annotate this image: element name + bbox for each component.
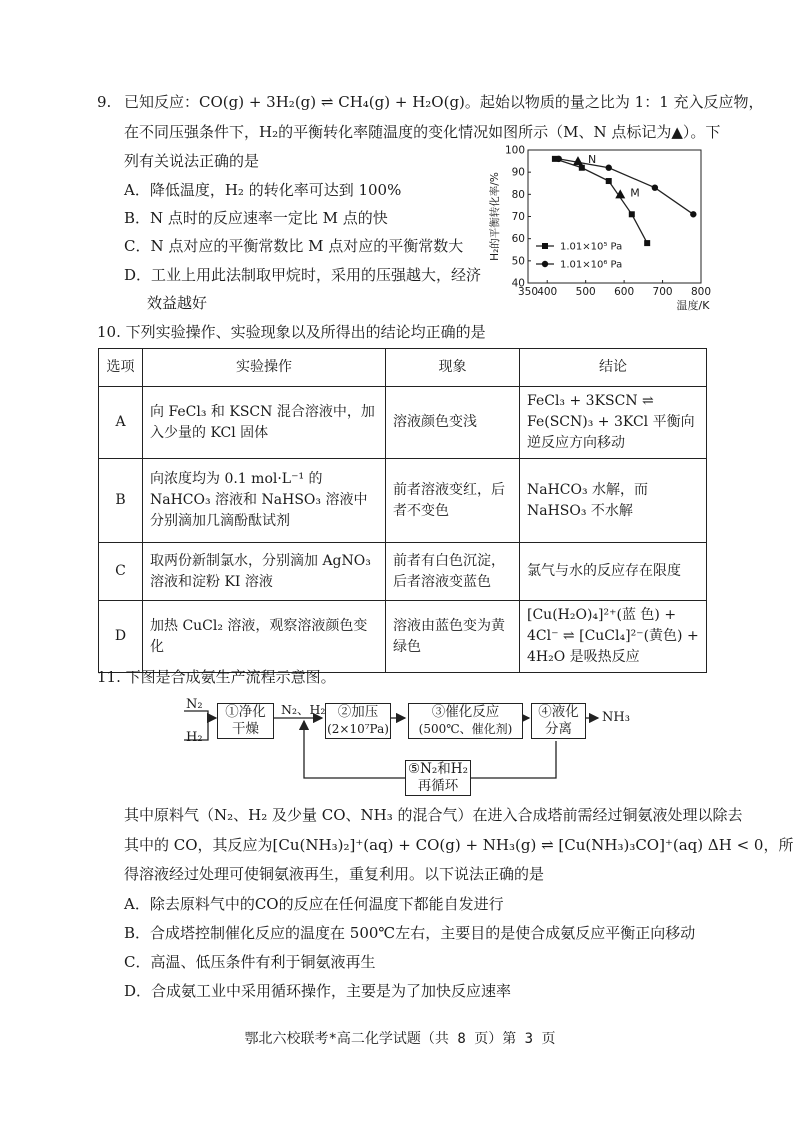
flow-step-purify-line1: ①净化 <box>225 704 266 720</box>
flow-step-recycle-line2: 再循环 <box>417 778 459 794</box>
legend-label: 1.01×10⁶ Pa <box>560 259 623 271</box>
q11-option-b: B．合成塔控制催化反应的温度在 500℃左右，主要目的是使合成氨反应平衡正向移动 <box>124 924 696 942</box>
q9-option-d: D．工业上用此法制取甲烷时，采用的压强越大，经济 <box>124 266 482 284</box>
y-tick-label: 90 <box>511 166 525 179</box>
y-tick-label: 60 <box>511 233 525 246</box>
table-header-operation: 实验操作 <box>143 349 386 387</box>
flow-output-nh3: NH₃ <box>602 710 630 725</box>
q9-stem-line3: 列有关说法正确的是 <box>124 152 260 170</box>
data-point-circle <box>690 211 696 217</box>
q11-paragraph-line1: 其中原料气（N₂、H₂ 及少量 CO、NH₃ 的混合气）在进入合成塔前需经过铜氨液处理以除去 <box>124 806 743 824</box>
flow-step-recycle <box>405 760 471 796</box>
h2-conversion-chart <box>486 140 716 320</box>
row-conclusion: NaHCO₃ 水解，而 NaHSO₃ 不水解 <box>520 459 707 543</box>
q11-option-d: D．合成氨工业中采用循环操作，主要是为了加快反应速率 <box>124 982 512 1000</box>
q11-paragraph-line3: 得溶液经过处理可使铜氨液再生，重复利用。以下说法正确的是 <box>124 865 545 883</box>
flow-step-liquefy <box>531 703 586 739</box>
x-tick-label: 700 <box>652 286 673 298</box>
row-conclusion: 氯气与水的反应存在限度 <box>520 543 707 601</box>
table-row <box>99 601 707 673</box>
q9-option-d-cont: 效益越好 <box>147 294 208 312</box>
point-label: M <box>630 186 640 200</box>
flow-input-h2: H₂ <box>186 730 203 745</box>
x-tick-label: 350 <box>517 286 539 298</box>
flow-step-recycle-line1: ⑤N₂和H₂ <box>407 761 468 777</box>
q11-title: 11. 下图是合成氨生产流程示意图。 <box>97 668 336 686</box>
marker-triangle <box>615 189 625 198</box>
flow-step-liquefy-line1: ④液化 <box>538 704 579 720</box>
y-tick-label: 50 <box>511 255 525 268</box>
row-phenomenon: 前者有白色沉淀，后者溶液变蓝色 <box>386 543 520 601</box>
q9-stem-line1: 已知反应：CO(g) + 3H₂(g) ⇌ CH₄(g) + H₂O(g)。起始以物质的量之比为 1：1 充入反应物， <box>124 93 764 111</box>
data-point-circle <box>606 165 612 171</box>
y-tick-label: 40 <box>511 277 525 290</box>
series-line <box>555 159 647 243</box>
flow-step-catalysis <box>408 703 523 739</box>
y-tick-label: 70 <box>511 211 525 223</box>
data-point-square <box>629 211 635 217</box>
data-point-square <box>606 178 612 184</box>
table-row <box>99 459 707 543</box>
flow-step-purify-line2: 干燥 <box>232 721 259 737</box>
legend-marker-square <box>542 243 548 249</box>
flow-step-liquefy-line2: 分离 <box>545 721 572 737</box>
flow-input-n2: N₂ <box>186 697 203 712</box>
flow-step-purify <box>217 703 274 739</box>
flow-step-catalysis-line2: (500℃、催化剂) <box>418 722 513 736</box>
q10-title: 10. 下列实验操作、实验现象以及所得出的结论均正确的是 <box>97 323 486 341</box>
data-point-square <box>579 165 585 171</box>
row-conclusion: [Cu(H₂O)₄]²⁺(蓝 色) + 4Cl⁻ ⇌ [CuCl₄]²⁻(黄色) + 4H₂O 是吸热反应 <box>520 601 707 673</box>
table-header-phenomenon: 现象 <box>386 349 520 387</box>
flow-step-compress-line2: (2×10⁷Pa) <box>327 722 389 736</box>
row-phenomenon: 前者溶液变红，后者不变色 <box>386 459 520 543</box>
row-option: C <box>99 543 143 601</box>
point-label: N <box>587 153 597 167</box>
legend-label: 1.01×10⁵ Pa <box>560 241 623 253</box>
row-phenomenon: 溶液颜色变浅 <box>386 387 520 459</box>
q9-option-b: B．N 点时的反应速率一定比 M 点的快 <box>124 209 388 227</box>
row-operation: 取两份新制氯水，分别滴加 AgNO₃ 溶液和淀粉 KI 溶液 <box>143 543 386 601</box>
page-footer: 鄂北六校联考*高二化学试题（共 8 页）第 3 页 <box>244 1031 556 1047</box>
table-header-option: 选项 <box>99 349 143 387</box>
row-operation: 加热 CuCl₂ 溶液，观察溶液颜色变化 <box>143 601 386 673</box>
flow-mid-label: N₂、H₂ <box>281 702 326 717</box>
y-tick-label: 80 <box>511 188 525 201</box>
x-tick-label: 600 <box>614 286 635 298</box>
q11-option-c: C．高温、低压条件有利于铜氨液再生 <box>124 953 376 971</box>
row-phenomenon: 溶液由蓝色变为黄绿色 <box>386 601 520 673</box>
data-point-circle <box>556 156 562 162</box>
x-tick-label: 500 <box>575 286 596 298</box>
table-row <box>99 543 707 601</box>
y-axis-label: H₂的平衡转化率/% <box>489 172 501 261</box>
x-axis-label: 温度/K <box>676 299 710 312</box>
table-header-conclusion: 结论 <box>520 349 707 387</box>
experiment-table <box>98 348 707 673</box>
q9-number: 9. <box>97 93 112 111</box>
x-tick-label: 400 <box>537 286 558 298</box>
data-point-square <box>644 240 650 246</box>
q9-option-a: A．降低温度，H₂ 的转化率可达到 100% <box>124 181 402 199</box>
q11-option-a: A．除去原料气中的CO的反应在任何温度下都能自发进行 <box>124 895 504 913</box>
marker-triangle <box>573 156 583 165</box>
data-point-circle <box>652 184 658 190</box>
row-conclusion: FeCl₃ + 3KSCN ⇌ Fe(SCN)₃ + 3KCl 平衡向逆反应方向移动 <box>520 387 707 459</box>
flow-step-catalysis-line1: ③催化反应 <box>431 704 500 720</box>
flow-step-compress <box>325 703 391 739</box>
row-option: A <box>99 387 143 459</box>
q9-stem-line2: 在不同压强条件下，H₂的平衡转化率随温度的变化情况如图所示（M、N 点标记为▲）。下 <box>124 123 721 141</box>
q11-paragraph-line2: 其中的 CO，其反应为[Cu(NH₃)₂]⁺(aq) + CO(g) + NH₃(g) ⇌ [Cu(NH₃)₃CO]⁺(aq) ΔH < 0，所 <box>124 836 794 854</box>
flow-step-compress-line1: ②加压 <box>337 704 379 720</box>
row-option: D <box>99 601 143 673</box>
x-tick-label: 800 <box>690 286 712 298</box>
table-row <box>99 387 707 459</box>
row-operation: 向浓度均为 0.1 mol·L⁻¹ 的 NaHCO₃ 溶液和 NaHSO₃ 溶液中分别滴加几滴酚酞试剂 <box>143 459 386 543</box>
q9-option-c: C．N 点对应的平衡常数比 M 点对应的平衡常数大 <box>124 237 464 255</box>
y-tick-label: 100 <box>504 144 525 157</box>
row-operation: 向 FeCl₃ 和 KSCN 混合溶液中，加入少量的 KCl 固体 <box>143 387 386 459</box>
row-option: B <box>99 459 143 543</box>
legend-marker-circle <box>542 261 548 267</box>
